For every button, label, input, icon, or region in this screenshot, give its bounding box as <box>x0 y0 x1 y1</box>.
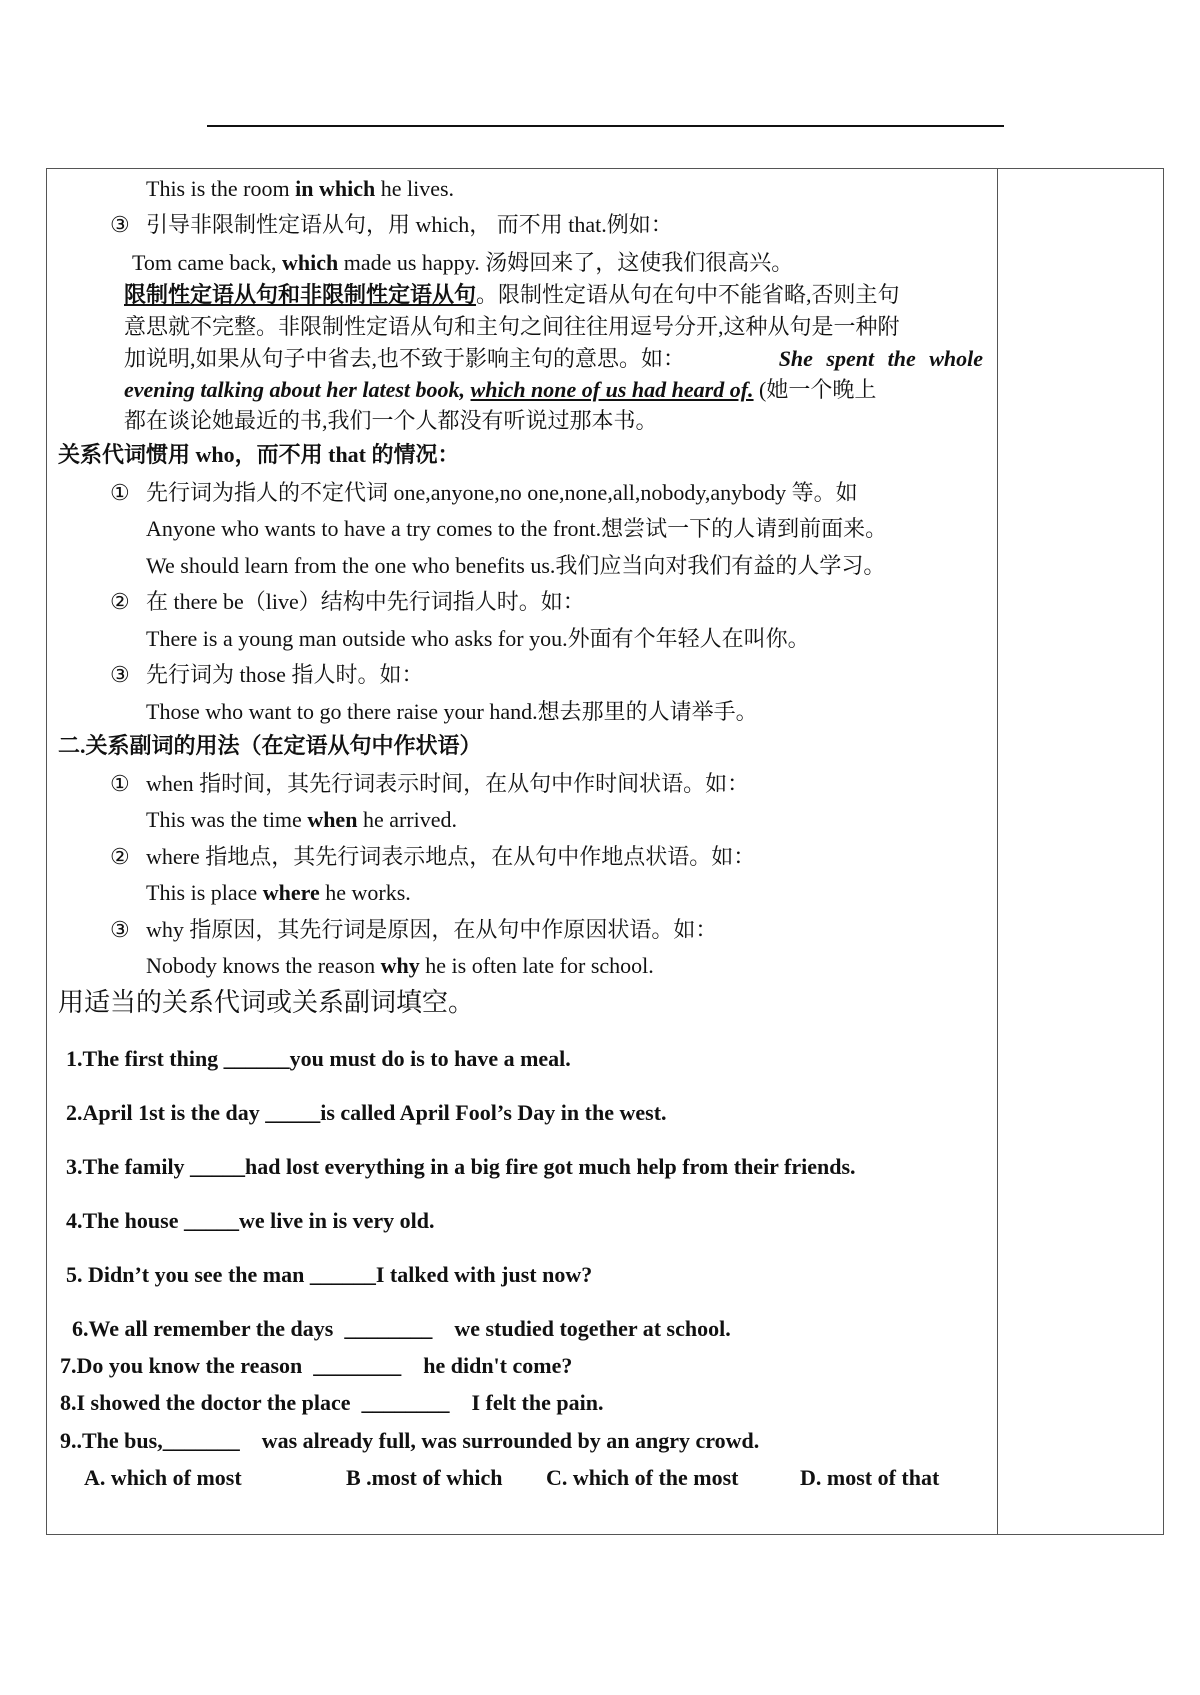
paragraph-line-4: evening talking about her latest book, which none of us had heard of. (她一个晚上 <box>124 377 877 402</box>
question-9: 9..The bus,_______ was already full, was surrounded by an angry crowd. <box>60 1428 760 1453</box>
question-2: 2.April 1st is the day _____is called April Fool’s Day in the west. <box>66 1100 667 1125</box>
exercise-title: 用适当的关系代词或关系副词填空。 <box>58 988 475 1017</box>
adverb-item-when: ① when 指时间，其先行词表示时间，在从句中作时间状语。如： <box>110 771 750 796</box>
example-room: This is the room in which he lives. <box>146 176 455 201</box>
question-4: 4.The house _____we live in is very old. <box>66 1208 435 1233</box>
who-item-3: ③ 先行词为 those 指人时。如： <box>110 662 424 687</box>
who-item-1-example-1: Anyone who wants to have a try comes to the front.想尝试一下的人请到前面来。 <box>146 516 888 541</box>
question-1: 1.The first thing ______you must do is to have a meal. <box>66 1046 571 1071</box>
option-d: D. most of that <box>800 1465 940 1490</box>
who-item-3-example: Those who want to go there raise your hand.想去那里的人请举手。 <box>146 699 758 724</box>
adverb-item-why: ③ why 指原因，其先行词是原因，在从句中作原因状语。如： <box>110 917 718 942</box>
who-item-1-example-2: We should learn from the one who benefits us.我们应当向对我们有益的人学习。 <box>146 553 886 578</box>
who-section-title: 关系代词惯用 who，而不用 that 的情况： <box>58 442 460 467</box>
option-a: A. which of most <box>84 1465 242 1490</box>
side-cell <box>998 169 1163 1534</box>
paragraph-line-2: 意思就不完整。非限制性定语从句和主句之间往往用逗号分开,这种从句是一种附 <box>124 314 900 339</box>
adverb-section-title: 二.关系副词的用法（在定语从句中作状语） <box>58 733 482 758</box>
adverb-example-when: This was the time when he arrived. <box>146 807 457 832</box>
question-6: 6.We all remember the days ________ we studied together at school. <box>72 1316 731 1341</box>
item-nonrestrictive-which: ③ 引导非限制性定语从句，用 which， 而不用 that.例如： <box>110 212 673 237</box>
paragraph-line-1: 限制性定语从句和非限制性定语从句。限制性定语从句在句中不能省略,否则主句 <box>124 282 900 307</box>
adverb-example-why: Nobody knows the reason why he is often late for school. <box>146 953 654 978</box>
who-item-1: ① 先行词为指人的不定代词 one,anyone,no one,none,all,nobody,anybody 等。如 <box>110 480 858 505</box>
adverb-example-where: This is place where he works. <box>146 880 411 905</box>
question-7: 7.Do you know the reason ________ he didn't come? <box>60 1353 573 1378</box>
paragraph-line-5: 都在谈论她最近的书,我们一个人都没有听说过那本书。 <box>124 408 658 433</box>
main-cell <box>46 168 997 1535</box>
who-item-2-example: There is a young man outside who asks for you.外面有个年轻人在叫你。 <box>146 626 810 651</box>
who-item-2: ② 在 there be（live）结构中先行词指人时。如： <box>110 589 585 614</box>
paragraph-line-3: 加说明,如果从句子中省去,也不致于影响主句的意思。如： She spent the whole <box>124 346 983 371</box>
question-3: 3.The family _____had lost everything in a big fire got much help from their friends. <box>66 1154 856 1179</box>
option-b: B .most of which <box>346 1465 503 1490</box>
paragraph-title: 限制性定语从句和非限制性定语从句 <box>124 282 477 307</box>
example-tom: Tom came back, which made us happy. 汤姆回来了，这使我们很高兴。 <box>132 250 794 275</box>
header-rule <box>207 125 1004 127</box>
adverb-item-where: ② where 指地点，其先行词表示地点，在从句中作地点状语。如： <box>110 844 756 869</box>
question-8: 8.I showed the doctor the place ________ I felt the pain. <box>60 1390 604 1415</box>
question-5: 5. Didn’t you see the man ______I talked with just now? <box>66 1262 593 1287</box>
option-c: C. which of the most <box>546 1465 739 1490</box>
